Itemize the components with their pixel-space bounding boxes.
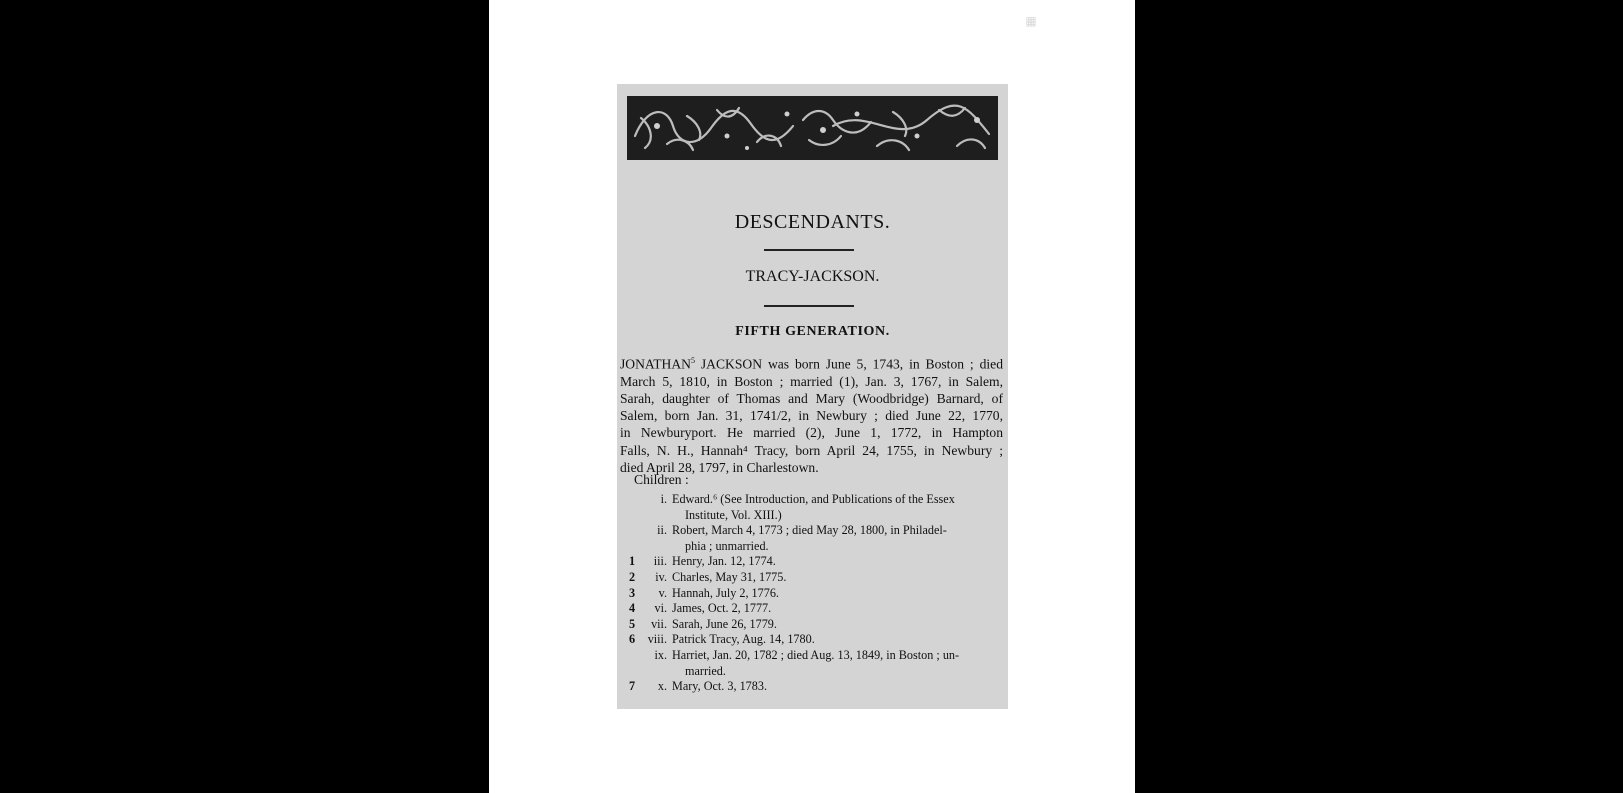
- child-entry-text: Mary, Oct. 3, 1783.: [672, 679, 767, 694]
- generation-heading: FIFTH GENERATION.: [735, 324, 890, 339]
- child-entry-continuation: married.: [685, 663, 726, 678]
- list-item-continuation: [617, 539, 1008, 555]
- child-entry-text: Harriet, Jan. 20, 1782 ; died Aug. 13, 1849, in Boston ; un-: [672, 647, 960, 662]
- child-number: 1: [629, 554, 636, 569]
- paragraph-line: Salem, born Jan. 31, 1741/2, in Newbury ; died June 22, 1770,: [620, 408, 1003, 424]
- child-entry-text: Henry, Jan. 12, 1774.: [672, 554, 776, 569]
- list-item-continuation: [617, 664, 1008, 680]
- paragraph-line: in Newburyport. He married (2), June 1, 1772, in Hampton: [620, 425, 1003, 441]
- child-entry-text: Sarah, June 26, 1779.: [672, 616, 777, 631]
- children-list: [617, 492, 1008, 695]
- list-item: [617, 632, 1008, 648]
- child-roman-numeral: vi.: [654, 601, 667, 616]
- list-item: [617, 586, 1008, 602]
- child-roman-numeral: vii.: [651, 616, 667, 631]
- child-entry-text: Robert, March 4, 1773 ; died May 28, 1800, in Philadel-: [672, 523, 947, 538]
- child-number: 2: [629, 569, 636, 584]
- family-heading: TRACY-JACKSON.: [745, 268, 880, 285]
- paragraph-line: Sarah, daughter of Thomas and Mary (Woodbridge) Barnard, of: [620, 390, 1003, 406]
- child-entry-continuation: phia ; unmarried.: [685, 538, 769, 553]
- child-entry-text: Patrick Tracy, Aug. 14, 1780.: [672, 632, 815, 647]
- list-item: [617, 617, 1008, 633]
- list-item: [617, 492, 1008, 508]
- page-title: DESCENDANTS.: [734, 211, 891, 233]
- list-item: [617, 554, 1008, 570]
- child-roman-numeral: ix.: [654, 647, 667, 662]
- divider: [764, 305, 854, 307]
- child-entry-continuation: Institute, Vol. XIII.): [685, 507, 782, 522]
- child-entry-text: Edward.⁶ (See Introduction, and Publications of the Essex: [672, 492, 955, 506]
- page-options-icon[interactable]: ▦: [1025, 14, 1037, 28]
- divider: [764, 249, 854, 251]
- biography-paragraph: [620, 352, 1003, 476]
- list-item: [617, 601, 1008, 617]
- paragraph-line: Falls, N. H., Hannah⁴ Tracy, born April 24, 1755, in Newbury ;: [620, 442, 1003, 458]
- child-entry-text: Hannah, July 2, 1776.: [672, 585, 779, 600]
- scanned-page-image: [617, 84, 1008, 709]
- paragraph-line: JONATHAN$^5$ JACKSON was born June 5, 1743, in Boston ; died: [620, 356, 1003, 372]
- paragraph-line: March 5, 1810, in Boston ; married (1), Jan. 3, 1767, in Salem,: [620, 373, 1003, 389]
- child-roman-numeral: viii.: [647, 632, 667, 647]
- child-number: 6: [629, 632, 636, 647]
- list-item: [617, 523, 1008, 539]
- paragraph-line: died April 28, 1797, in Charlestown.: [620, 459, 819, 475]
- list-item: [617, 570, 1008, 586]
- child-roman-numeral: x.: [657, 679, 667, 694]
- child-roman-numeral: ii.: [657, 523, 667, 538]
- child-roman-numeral: iv.: [655, 569, 667, 584]
- child-roman-numeral: i.: [660, 492, 667, 506]
- child-roman-numeral: v.: [658, 585, 667, 600]
- children-label: Children :: [634, 472, 689, 487]
- child-entry-text: Charles, May 31, 1775.: [672, 569, 787, 584]
- list-item-continuation: [617, 508, 1008, 524]
- child-number: 4: [629, 601, 636, 616]
- child-entry-text: James, Oct. 2, 1777.: [672, 601, 772, 616]
- list-item: [617, 648, 1008, 664]
- child-number: 5: [629, 616, 636, 631]
- child-number: 7: [629, 679, 636, 694]
- list-item: [617, 679, 1008, 695]
- child-number: 3: [629, 585, 636, 600]
- decorative-scroll-banner: [627, 96, 998, 160]
- child-roman-numeral: iii.: [653, 554, 667, 569]
